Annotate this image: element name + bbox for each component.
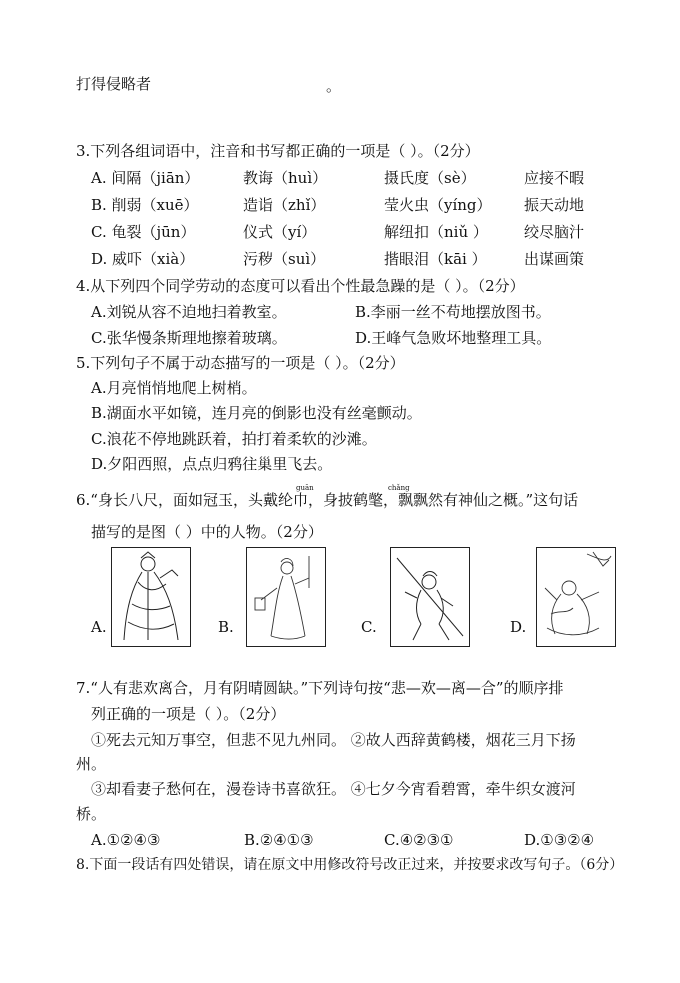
q6-label-a: A.: [91, 618, 107, 636]
q3-b-4: 振天动地: [524, 196, 585, 214]
q4-option-d: D.王峰气急败坏地整理工具。: [355, 329, 552, 347]
q6-stem: 6.“身长八尺，面如冠玉，头戴纶巾，身披鹤氅，飘飘然有神仙之概。”这句话: [76, 491, 579, 509]
q5-option-c: C.浪花不停地跳跃着，拍打着柔软的沙滩。: [91, 430, 377, 448]
q3-stem: 3.下列各组词语中，注音和书写都正确的一项是（ ）。（2分）: [76, 142, 480, 160]
q7-line-1: ①死去元知万事空，但悲不见九州同。 ②故人西辞黄鹤楼，烟花三月下扬: [91, 731, 576, 749]
q3-d-2: 污秽（suì）: [243, 250, 326, 268]
q3-d-3: 揩眼泪（kāi ）: [384, 250, 487, 268]
q8-stem: 8.下面一段话有四处错误，请在原文中用修改符号改正过来，并按要求改写句子。（6分）: [76, 857, 624, 873]
q3-c-4: 绞尽脑汁: [524, 223, 585, 241]
q4-stem: 4.从下列四个同学劳动的态度可以看出个性最急躁的是（ ）。（2分）: [76, 277, 525, 295]
q7-option-a: A.①②④③: [91, 831, 161, 849]
q7-option-d: D.①③②④: [524, 831, 595, 849]
q3-c-1: C. 龟裂（jūn）: [91, 223, 196, 241]
q4-option-b: B.李丽一丝不苟地摆放图书。: [355, 303, 551, 321]
pinyin-chang: chǎng: [388, 484, 410, 492]
q6-label-d: D.: [510, 618, 527, 636]
maiden-figure-icon: [247, 548, 325, 646]
q4-option-a: A.刘锐从容不迫地扫着教室。: [91, 303, 287, 321]
q3-a-3: 摄氏度（sè）: [384, 169, 476, 187]
q3-b-3: 莹火虫（yíng）: [384, 196, 492, 214]
figure-a-scholar-image: [111, 547, 191, 647]
q5-option-d: D.夕阳西照，点点归鸦往巢里飞去。: [91, 455, 333, 473]
pinyin-guan: guān: [296, 484, 314, 492]
q7-line-1b: 州。: [76, 755, 107, 773]
q3-c-2: 仪式（yí）: [243, 223, 317, 241]
q7-option-c: C.④②③①: [384, 831, 454, 849]
q7-line-2: ③却看妻子愁何在，漫卷诗书喜欲狂。 ④七夕今宵看碧霄，牵牛织女渡河: [91, 780, 576, 798]
q6-stem-2: 描写的是图（ ）中的人物。（2分）: [91, 523, 323, 541]
q7-line-2b: 桥。: [76, 805, 107, 823]
q3-b-2: 造诣（zhǐ）: [243, 196, 326, 214]
q3-d-4: 出谋画策: [524, 250, 585, 268]
q6-label-c: C.: [361, 618, 377, 636]
figure-b-maiden-image: [246, 547, 326, 647]
battle-figure-icon: [537, 548, 615, 646]
q3-c-3: 解纽扣（niǔ ）: [384, 223, 488, 241]
scholar-figure-icon: [112, 548, 190, 646]
intro-line: 打得侵略者: [76, 75, 152, 93]
q7-stem-2: 列正确的一项是（ ）。（2分）: [91, 705, 286, 723]
q3-a-1: A. 间隔（jiān）: [91, 169, 200, 187]
q5-option-a: A.月亮悄悄地爬上树梢。: [91, 379, 257, 397]
figure-d-battle-image: [536, 547, 616, 647]
q3-d-1: D. 威吓（xià）: [91, 250, 195, 268]
q4-option-c: C.张华慢条斯理地擦着玻璃。: [91, 329, 287, 347]
q5-option-b: B.湖面水平如镜，连月亮的倒影也没有丝毫颤动。: [91, 404, 422, 422]
warrior-figure-icon: [391, 548, 469, 646]
q7-stem: 7.“人有悲欢离合，月有阴晴圆缺。”下列诗句按“悲—欢—离—合”的顺序排: [76, 679, 564, 697]
q7-option-b: B.②④①③: [244, 831, 314, 849]
q5-stem: 5.下列句子不属于动态描写的一项是（ ）。（2分）: [76, 354, 405, 372]
q3-a-2: 教诲（huì）: [243, 169, 328, 187]
q3-a-4: 应接不暇: [524, 169, 585, 187]
intro-period: 。: [326, 77, 342, 95]
figure-c-warrior-image: [390, 547, 470, 647]
q3-b-1: B. 削弱（xuē）: [91, 196, 199, 214]
q6-label-b: B.: [218, 618, 234, 636]
